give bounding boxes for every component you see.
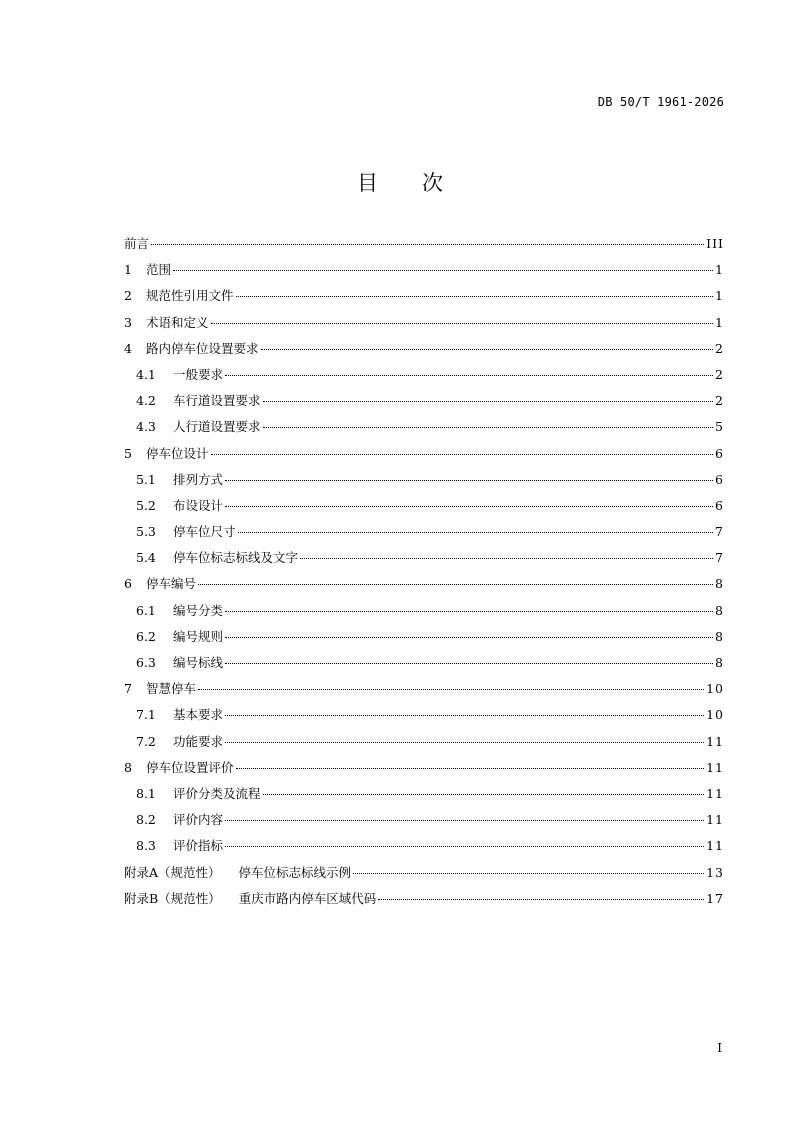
toc-entry-number: 1 xyxy=(124,262,132,278)
toc-subentry[interactable] xyxy=(124,388,724,414)
toc-entry-number: 6.2 xyxy=(136,628,156,644)
toc-dot-leader xyxy=(173,270,713,271)
toc-dot-leader xyxy=(225,663,713,664)
toc-entry-label: 编号分类 xyxy=(173,602,224,618)
toc-dot-leader xyxy=(225,846,704,847)
toc-subentry[interactable] xyxy=(124,598,724,624)
toc-dot-leader xyxy=(300,558,713,559)
toc-dot-leader xyxy=(353,873,704,874)
toc-entry[interactable] xyxy=(124,755,724,781)
toc-entry-page: 5 xyxy=(715,419,724,435)
toc-dot-leader xyxy=(225,506,713,507)
toc-entry[interactable] xyxy=(124,231,724,257)
toc-entry-page: 11 xyxy=(706,759,724,775)
toc-subentry[interactable] xyxy=(124,833,724,859)
toc-entry-number: 7.1 xyxy=(136,707,156,723)
appendix-label: 附录A（规范性） xyxy=(124,864,221,880)
toc-dot-leader xyxy=(236,296,714,297)
toc-entry-page: 10 xyxy=(706,681,724,697)
toc-entry-label: 停车位设计 xyxy=(146,445,209,461)
toc-dot-leader xyxy=(225,742,704,743)
toc-appendix-entry[interactable] xyxy=(124,860,724,886)
toc-entry-label: 车行道设置要求 xyxy=(173,393,261,409)
toc-entry-page: 2 xyxy=(715,366,724,382)
appendix-label: 附录B（规范性） xyxy=(124,890,221,906)
toc-entry-page: 11 xyxy=(706,785,724,801)
toc-entry-page: 7 xyxy=(715,550,724,566)
toc-entry[interactable] xyxy=(124,310,724,336)
toc-entry-page: 2 xyxy=(715,393,724,409)
toc-appendix-entry[interactable] xyxy=(124,886,724,912)
toc-dot-leader xyxy=(198,689,704,690)
appendix-title: 停车位标志标线示例 xyxy=(238,864,352,880)
toc-entry-page: 7 xyxy=(715,524,724,540)
page-title-char-1: 目 xyxy=(357,171,378,195)
toc-entry[interactable] xyxy=(124,257,724,283)
toc-entry-number: 6.1 xyxy=(136,602,156,618)
toc-entry-number: 2 xyxy=(124,288,132,304)
toc-entry-label: 编号标线 xyxy=(173,655,224,670)
toc-entry-number: 6 xyxy=(124,576,132,592)
toc-entry[interactable] xyxy=(124,676,724,702)
toc-subentry[interactable] xyxy=(124,545,724,571)
toc-dot-leader xyxy=(236,768,705,769)
toc-entry-label: 基本要求 xyxy=(173,707,224,723)
toc-subentry[interactable] xyxy=(124,467,724,493)
toc-dot-leader xyxy=(238,532,714,533)
toc-entry-number: 7 xyxy=(124,681,132,697)
toc-entry-number: 8 xyxy=(124,759,132,775)
toc-entry-page: 2 xyxy=(715,340,724,356)
toc-entry-number: 4.2 xyxy=(136,393,156,409)
toc-subentry[interactable] xyxy=(124,624,724,650)
appendix-title: 重庆市路内停车区域代码 xyxy=(238,890,377,906)
toc-entry-page: 11 xyxy=(706,733,724,749)
toc-entry-page: 17 xyxy=(706,890,724,906)
table-of-contents xyxy=(124,231,724,912)
document-code: DB 50/T 1961-2026 xyxy=(597,95,724,109)
toc-entry-label: 规范性引用文件 xyxy=(146,288,234,304)
toc-entry-label: 术语和定义 xyxy=(146,314,209,330)
toc-entry-number: 5.3 xyxy=(136,524,156,540)
toc-entry-number: 5.1 xyxy=(136,471,156,487)
toc-subentry[interactable] xyxy=(124,414,724,440)
toc-entry-number: 8.1 xyxy=(136,785,156,801)
toc-entry-number: 7.2 xyxy=(136,733,156,749)
toc-dot-leader xyxy=(225,480,713,481)
toc-entry-number: 8.2 xyxy=(136,812,156,828)
toc-entry-page: 11 xyxy=(706,812,724,828)
toc-entry-label: 前言 xyxy=(124,236,150,251)
toc-dot-leader xyxy=(151,244,704,245)
page-number: I xyxy=(717,1041,722,1055)
toc-entry-number: 5.4 xyxy=(136,550,156,566)
toc-entry-page: 8 xyxy=(715,655,724,670)
toc-entry-page: 1 xyxy=(715,314,724,330)
toc-subentry[interactable] xyxy=(124,650,724,676)
toc-entry-number: 4.3 xyxy=(136,419,156,435)
toc-dot-leader xyxy=(198,584,713,585)
toc-dot-leader xyxy=(225,715,704,716)
toc-entry-label: 范围 xyxy=(146,262,172,278)
toc-entry-label: 停车位尺寸 xyxy=(173,524,236,540)
toc-subentry[interactable] xyxy=(124,781,724,807)
toc-dot-leader xyxy=(225,637,713,638)
toc-entry-page: 10 xyxy=(706,707,724,723)
toc-dot-leader xyxy=(263,401,714,402)
toc-dot-leader xyxy=(261,349,714,350)
toc-entry-number: 4 xyxy=(124,340,132,356)
toc-entry-page: 6 xyxy=(715,471,724,487)
toc-entry-label: 评价内容 xyxy=(173,812,224,828)
toc-entry[interactable] xyxy=(124,283,724,309)
toc-entry-page: 8 xyxy=(715,628,724,644)
toc-entry-label: 停车位设置评价 xyxy=(146,759,234,775)
toc-entry-label: 一般要求 xyxy=(173,366,224,382)
toc-subentry[interactable] xyxy=(124,807,724,833)
toc-dot-leader xyxy=(211,454,714,455)
toc-entry-page: 11 xyxy=(706,838,724,854)
toc-entry-label: 排列方式 xyxy=(173,471,224,487)
toc-entry-label: 停车位标志标线及文字 xyxy=(173,550,299,566)
toc-entry-page: 8 xyxy=(715,602,724,618)
toc-entry-label: 编号规则 xyxy=(173,628,224,644)
toc-dot-leader xyxy=(378,899,704,900)
page-title-char-2: 次 xyxy=(422,171,443,195)
toc-entry[interactable] xyxy=(124,571,724,597)
toc-entry-page: 8 xyxy=(715,576,724,592)
toc-entry-label: 智慧停车 xyxy=(146,681,197,697)
toc-entry-page: 6 xyxy=(715,497,724,513)
toc-entry-number: 8.3 xyxy=(136,838,156,854)
toc-dot-leader xyxy=(263,427,714,428)
toc-entry-label: 功能要求 xyxy=(173,733,224,749)
toc-subentry[interactable] xyxy=(124,362,724,388)
toc-subentry[interactable] xyxy=(124,519,724,545)
toc-entry[interactable] xyxy=(124,441,724,467)
toc-entry-page: III xyxy=(706,236,724,251)
toc-dot-leader xyxy=(211,323,714,324)
toc-entry-label: 布设设计 xyxy=(173,497,224,513)
toc-entry-page: 1 xyxy=(715,288,724,304)
toc-dot-leader xyxy=(263,794,705,795)
toc-entry-label: 停车编号 xyxy=(146,576,197,592)
page-title xyxy=(0,167,800,197)
toc-entry-page: 1 xyxy=(715,262,724,278)
toc-subentry[interactable] xyxy=(124,702,724,728)
toc-subentry[interactable] xyxy=(124,729,724,755)
toc-entry-number: 3 xyxy=(124,314,132,330)
toc-entry-page: 6 xyxy=(715,445,724,461)
toc-entry-number: 5.2 xyxy=(136,497,156,513)
toc-entry-number: 6.3 xyxy=(136,655,156,670)
toc-subentry[interactable] xyxy=(124,493,724,519)
toc-dot-leader xyxy=(225,375,713,376)
toc-entry-number: 5 xyxy=(124,445,132,461)
toc-entry-page: 13 xyxy=(706,864,724,880)
toc-entry-label: 评价指标 xyxy=(173,838,224,854)
toc-entry[interactable] xyxy=(124,336,724,362)
toc-entry-label: 人行道设置要求 xyxy=(173,419,261,435)
toc-dot-leader xyxy=(225,820,704,821)
toc-entry-label: 路内停车位设置要求 xyxy=(146,340,259,356)
toc-entry-label: 评价分类及流程 xyxy=(173,785,261,801)
toc-dot-leader xyxy=(225,611,713,612)
toc-entry-number: 4.1 xyxy=(136,366,156,382)
